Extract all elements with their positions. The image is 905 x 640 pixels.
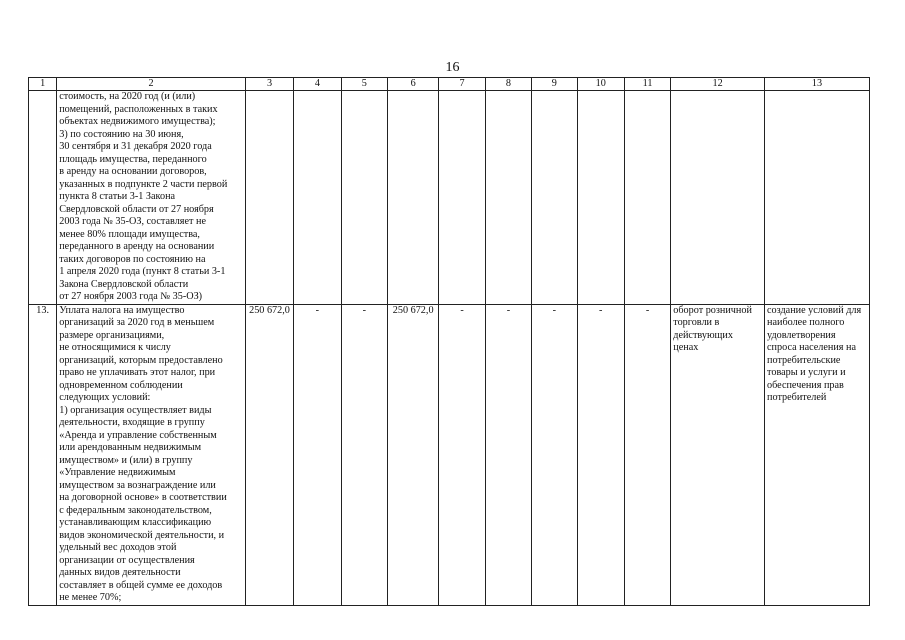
- row-number: [29, 91, 57, 305]
- cell-goal: создание условий для наиболее полного удовлетворения спроса населения на потребительские товары и услуги и обеспечения прав потребителей: [765, 304, 870, 605]
- row-description: стоимость, на 2020 год (и (или) помещений, расположенных в таких объектах недвижимого имущества); 3) по состоянию на 30 июня, 30 сентября и 31 декабря 2020 года площадь имущества, переданного в аренду на основании договоров, указанных в подпункте 2 части первой пункта 8 статьи 3-1 Закона Свердловской области от 27 ноября 2003 года № 35-ОЗ, составляет не менее 80% площади имущества, переданного в аренду на основании таких договоров по состоянию на 1 апреля 2020 года (пункт 8 статьи 3-1 Закона Свердловской области от 27 ноября 2003 года № 35-ОЗ): [57, 91, 246, 305]
- cell-col3: 250 672,0: [245, 304, 293, 605]
- header-cell: 3: [245, 78, 293, 91]
- header-cell: 12: [671, 78, 765, 91]
- header-cell: 11: [624, 78, 670, 91]
- header-row: [29, 78, 870, 91]
- table-row: [29, 91, 870, 305]
- cell-col5: [341, 91, 387, 305]
- header-cell: 10: [577, 78, 624, 91]
- budget-table: [28, 77, 870, 606]
- cell-col9: -: [532, 304, 577, 605]
- cell-col6: 250 672,0: [387, 304, 438, 605]
- cell-col5: -: [341, 304, 387, 605]
- header-cell: 6: [387, 78, 438, 91]
- header-cell: 5: [341, 78, 387, 91]
- row-number: 13.: [29, 304, 57, 605]
- cell-col7: -: [439, 304, 485, 605]
- row-description: Уплата налога на имущество организаций за 2020 год в меньшем размере организациями, не относящимися к числу организаций, которым предоставлено право не уплачивать этот налог, при одновременном соблюдении следующих условий: 1) организация осуществляет виды деятельности, входящие в группу «Аренда и управление собственным или арендованным недвижимым имуществом» и (или) в группу «Управление недвижимым имуществом за вознаграждение или на договорной основе» в соответствии с федеральным законодательством, устанавливающим классификацию видов экономической деятельности, и удельный вес доходов этой организации от осуществления данных видов деятельности составляет в общей сумме ее доходов не менее 70%;: [57, 304, 246, 605]
- header-cell: 9: [532, 78, 577, 91]
- cell-col8: [485, 91, 531, 305]
- cell-col10: -: [577, 304, 624, 605]
- header-cell: 1: [29, 78, 57, 91]
- header-cell: 13: [765, 78, 870, 91]
- cell-col4: [294, 91, 341, 305]
- cell-col11: [624, 91, 670, 305]
- cell-col4: -: [294, 304, 341, 605]
- cell-col3: [245, 91, 293, 305]
- page-number: 16: [445, 60, 460, 75]
- cell-col6: [387, 91, 438, 305]
- header-cell: 7: [439, 78, 485, 91]
- cell-col7: [439, 91, 485, 305]
- header-cell: 2: [57, 78, 246, 91]
- header-cell: 4: [294, 78, 341, 91]
- header-cell: 8: [485, 78, 531, 91]
- cell-col11: -: [624, 304, 670, 605]
- cell-indicator: [671, 91, 765, 305]
- cell-goal: [765, 91, 870, 305]
- cell-col8: -: [485, 304, 531, 605]
- cell-indicator: оборот розничной торговли в действующих ценах: [671, 304, 765, 605]
- table-row: [29, 304, 870, 605]
- cell-col9: [532, 91, 577, 305]
- cell-col10: [577, 91, 624, 305]
